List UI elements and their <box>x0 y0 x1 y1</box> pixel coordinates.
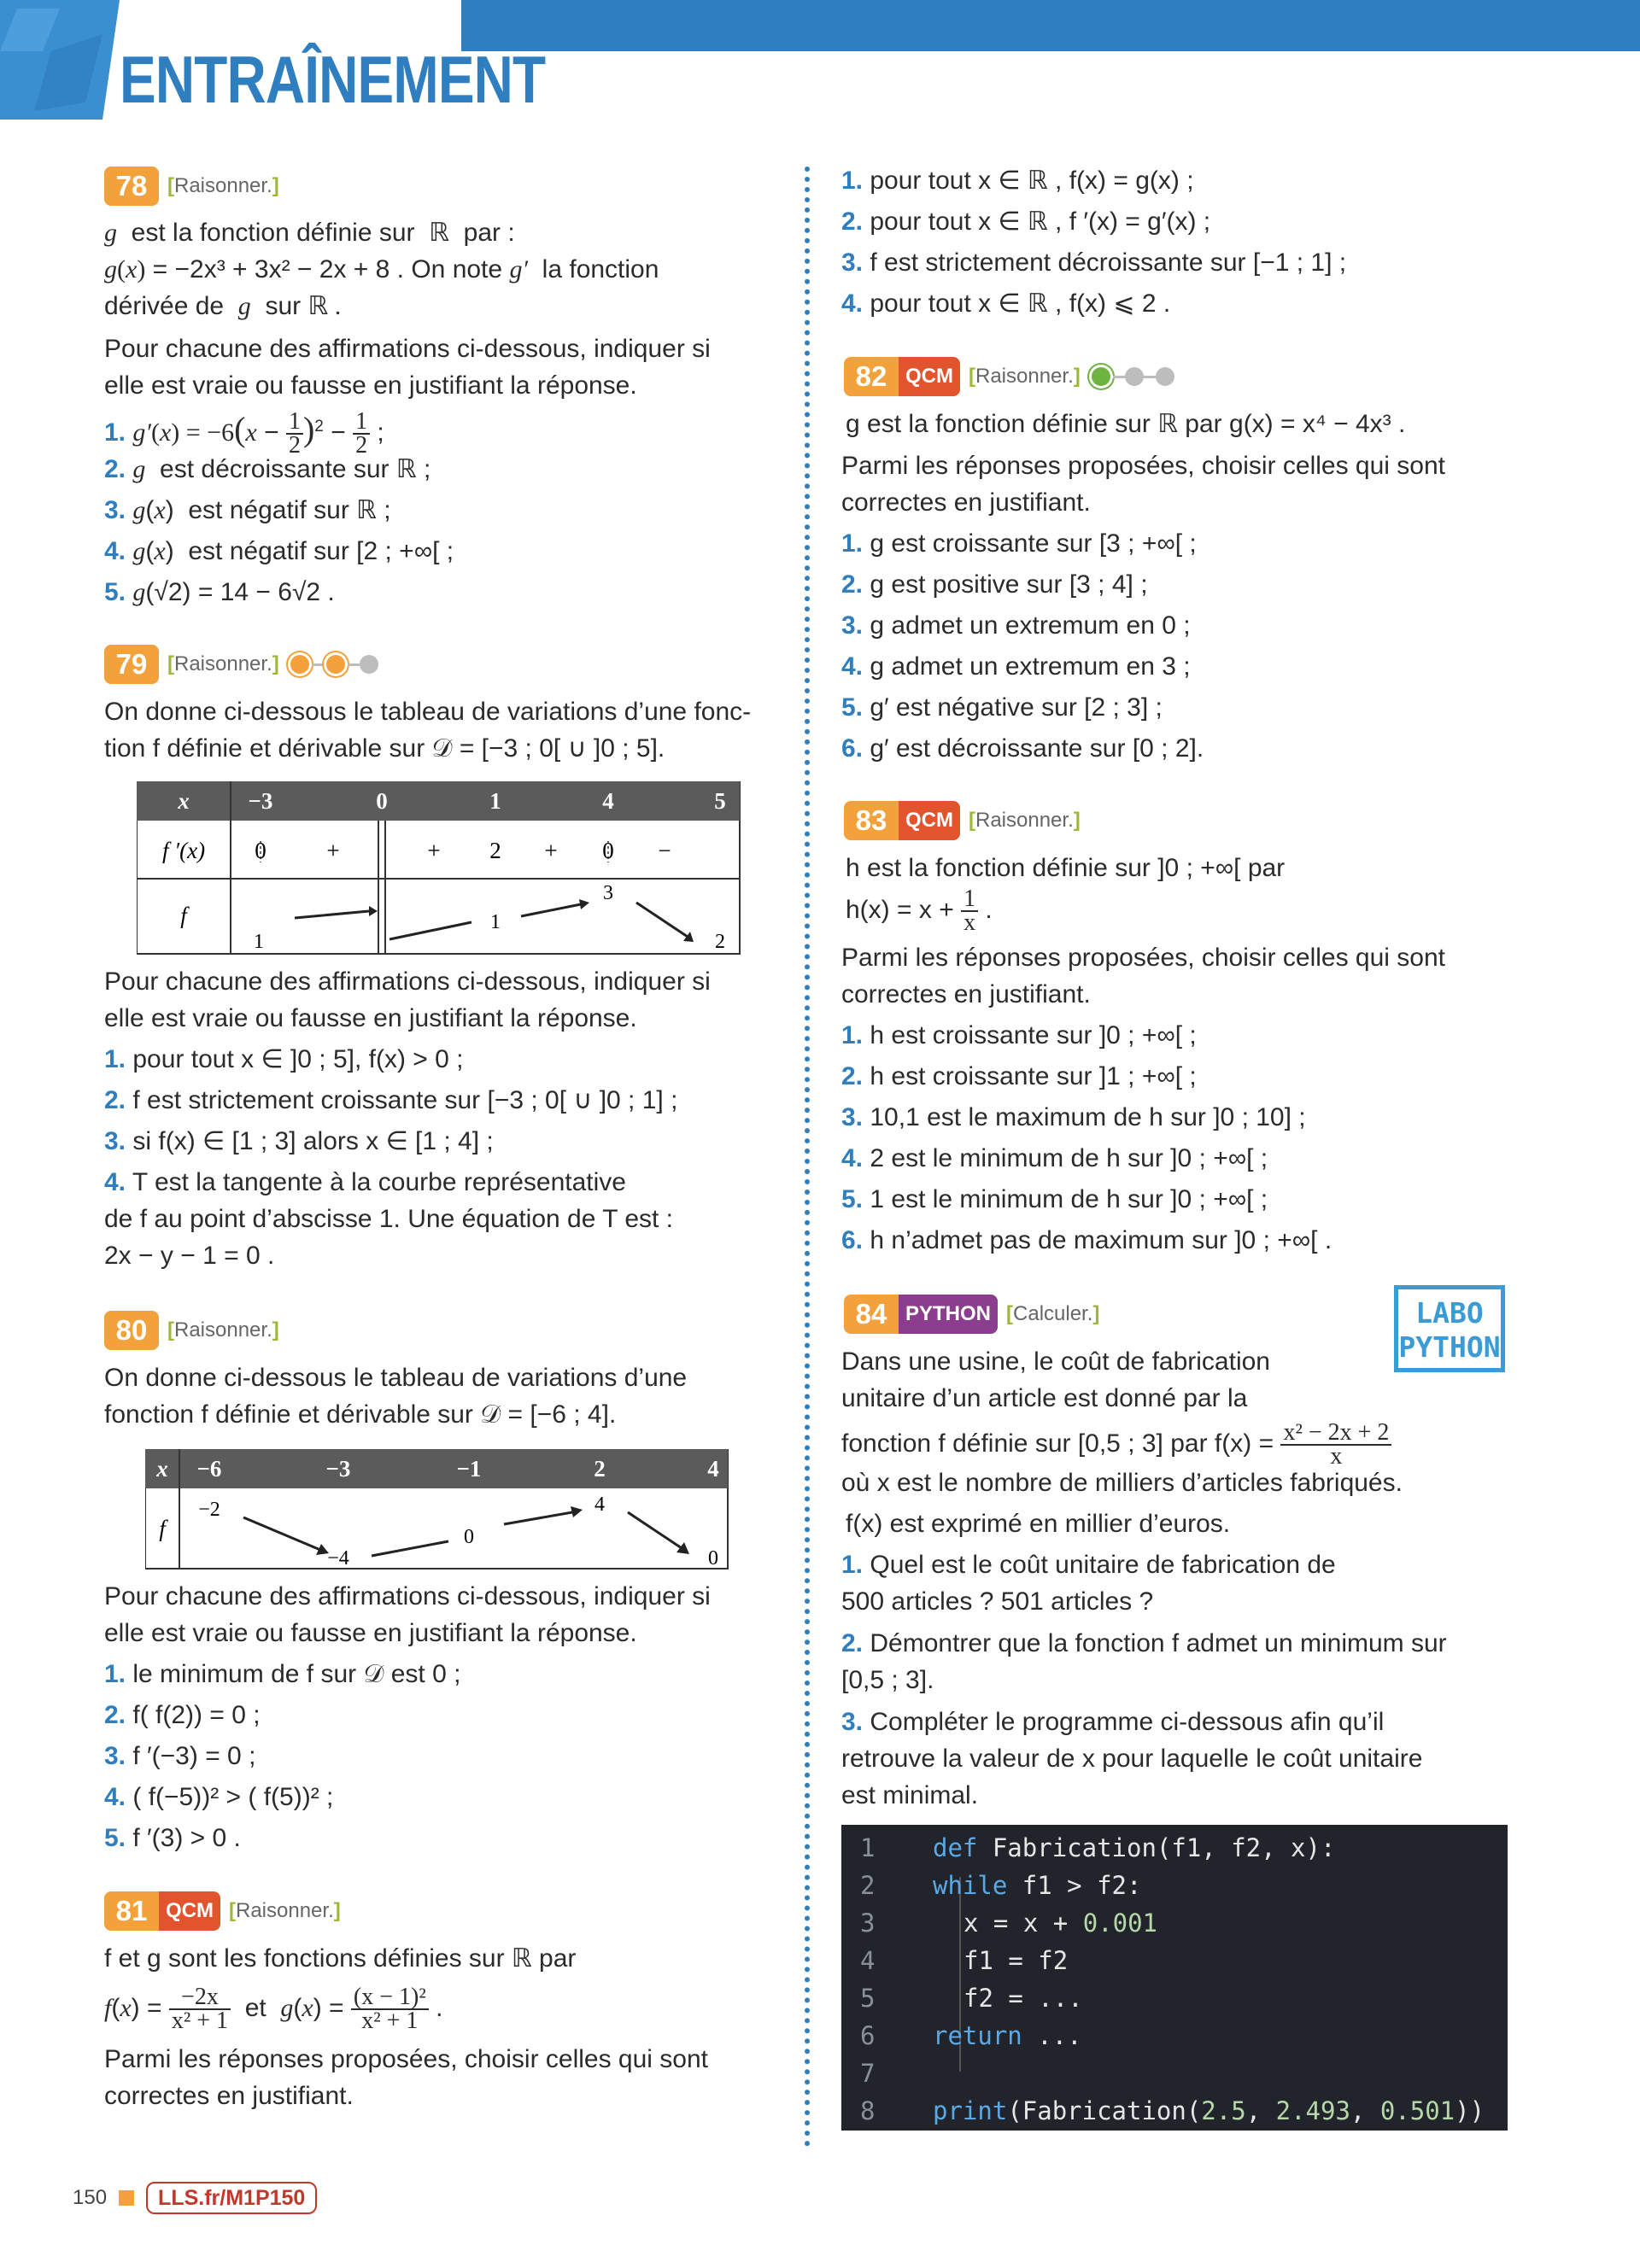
exercise-78-header <box>104 167 279 206</box>
ex78-line: Pour chacune des affirmations ci-dessous, indiquer si <box>104 335 711 363</box>
difficulty-dots <box>288 652 378 676</box>
table-sign: + <box>326 838 340 863</box>
exercise-number: 83 <box>844 801 899 840</box>
table-x-value: −3 <box>325 1456 351 1482</box>
ex83-item-5: 5. 1 est le minimum de h sur ]0 ; +∞[ ; <box>841 1185 1268 1213</box>
ex84-question-1: 1. Quel est le coût unitaire de fabrication de <box>841 1551 1336 1579</box>
ex80-item-1: 1. le minimum de f sur 𝒟 est 0 ; <box>104 1660 461 1688</box>
code-line-number: 4 <box>860 1946 876 1975</box>
variation-table-80 <box>145 1449 731 1572</box>
table-x-value: 4 <box>707 1456 719 1482</box>
exercise-number: 78 <box>104 167 159 206</box>
table-x-value: 4 <box>602 788 614 814</box>
exercise-number: 79 <box>104 645 159 684</box>
ex84-line: fonction f définie sur [0,5 ; 3] par f(x) = $\frac{\text{x² − 2x + 2}}{x}$ <box>841 1422 1391 1468</box>
ex78-item-1: 1. g′(x) = −6(x − $\frac{1}{2}$ )$^2$ − $\frac{1}{2}$ ; <box>104 408 384 459</box>
exercise-79-header <box>104 645 378 684</box>
ex79-line: elle est vraie ou fausse en justifiant la réponse. <box>104 1004 637 1032</box>
ex80-line: Pour chacune des affirmations ci-dessous, indiquer si <box>104 1582 711 1610</box>
ex84-line: où x est le nombre de milliers d’articles fabriqués. <box>841 1469 1403 1497</box>
code-line-number: 6 <box>860 2021 876 2050</box>
table-f-value: 1 <box>254 931 264 953</box>
python-tag: PYTHON <box>899 1295 998 1334</box>
code-line: x = x + 0.001 <box>964 1909 1157 1938</box>
ex82-item-6: 6. g′ est décroissante sur [0 ; 2]. <box>841 734 1204 763</box>
table-sign: + <box>544 838 558 863</box>
header-band <box>461 0 1640 51</box>
code-line: f2 = ... <box>964 1984 1083 2013</box>
code-line-number: 1 <box>860 1833 876 1862</box>
ex83-item-6: 6. h n’admet pas de maximum sur ]0 ; +∞[ . <box>841 1226 1332 1254</box>
table-fprime-label: f ′(x) <box>161 838 206 863</box>
ex81-line: correctes en justifiant. <box>104 2082 354 2110</box>
ex80-line: elle est vraie ou fausse en justifiant la réponse. <box>104 1619 637 1647</box>
table-f-value: 3 <box>603 882 613 904</box>
ex80-item-5: 5. f ′(3) > 0 . <box>104 1824 241 1852</box>
ex82-line: g est la fonction définie sur ℝ par g(x) = x⁴ − 4x³ . <box>846 410 1406 438</box>
ex79-item-4: 4. T est la tangente à la courbe représentative <box>104 1168 626 1196</box>
ex78-line: g est la fonction définie sur ℝ par : <box>104 219 515 247</box>
table-x-label: x <box>178 788 190 814</box>
ex82-item-3: 3. g admet un extremum en 0 ; <box>841 611 1191 640</box>
column-divider <box>805 167 810 2148</box>
ex84-line: f(x) est exprimé en millier d’euros. <box>846 1510 1231 1538</box>
exercise-82-header <box>844 357 1174 396</box>
ex78-item-4: 4. g(x) est négatif sur [2 ; +∞[ ; <box>104 537 454 565</box>
code-line-number: 5 <box>860 1984 876 2013</box>
ex78-line: g(x) = −2x³ + 3x² − 2x + 8 . On note g′ la fonction <box>104 255 659 284</box>
ex81-item-3: 3. f est strictement décroissante sur [−1 ; 1] ; <box>841 248 1347 277</box>
table-x-label: x <box>156 1456 168 1482</box>
table-x-value: 5 <box>714 788 726 814</box>
ex84-line: retrouve la valeur de x pour laquelle le coût unitaire <box>841 1745 1423 1773</box>
table-sign: − <box>658 838 671 863</box>
variation-table-79 <box>137 781 743 957</box>
code-line-number: 8 <box>860 2096 876 2125</box>
page-number: 150 <box>73 2186 108 2209</box>
difficulty-dots <box>1089 365 1174 389</box>
table-f-value: 0 <box>708 1547 718 1569</box>
lls-link[interactable]: LLS.fr/M1P150 <box>146 2182 317 2214</box>
ex83-item-2: 2. h est croissante sur ]1 ; +∞[ ; <box>841 1062 1197 1090</box>
ex79-item-3: 3. si f(x) ∈ [1 ; 3] alors x ∈ [1 ; 4] ; <box>104 1127 494 1155</box>
ex83-line: Parmi les réponses proposées, choisir celles qui sont <box>841 944 1446 972</box>
qcm-tag: QCM <box>899 801 960 840</box>
code-line: print(Fabrication(2.5, 2.493, 0.501)) <box>933 2096 1485 2125</box>
code-line-number: 3 <box>860 1909 876 1938</box>
corner-decoration <box>0 0 120 120</box>
ex83-line: h est la fonction définie sur ]0 ; +∞[ par <box>846 854 1286 882</box>
ex80-item-2: 2. f( f(2)) = 0 ; <box>104 1701 261 1729</box>
table-x-value: −6 <box>196 1456 222 1482</box>
table-f-value: 0 <box>464 1526 474 1548</box>
ex82-item-1: 1. g est croissante sur [3 ; +∞[ ; <box>841 529 1197 558</box>
skill-label: [Raisonner.] <box>229 1899 341 1922</box>
ex84-line: [0,5 ; 3]. <box>841 1666 934 1694</box>
exercise-number: 84 <box>844 1295 899 1334</box>
code-line: return ... <box>933 2021 1082 2050</box>
table-f-label: f <box>159 1516 166 1541</box>
ex78-item-2: 2. g est décroissante sur ℝ ; <box>104 455 431 483</box>
exercise-number: 82 <box>844 357 899 396</box>
ex84-line: 500 articles ? 501 articles ? <box>841 1587 1154 1616</box>
qcm-tag: QCM <box>899 357 960 396</box>
ex84-line: unitaire d’un article est donné par la <box>841 1384 1248 1412</box>
table-sign: 0 <box>255 838 266 863</box>
ex84-question-2: 2. Démontrer que la fonction f admet un minimum sur <box>841 1629 1447 1657</box>
code-line: def Fabrication(f1, f2, x): <box>933 1833 1336 1862</box>
ex81-line: Parmi les réponses proposées, choisir celles qui sont <box>104 2045 709 2073</box>
code-line-number: 7 <box>860 2059 876 2088</box>
ex79-item-2: 2. f est strictement croissante sur [−3 ; 0[ ∪ ]0 ; 1] ; <box>104 1086 678 1114</box>
qcm-tag: QCM <box>159 1891 220 1931</box>
exercise-83-header <box>844 801 1081 840</box>
ex78-line: dérivée de g sur ℝ . <box>104 292 342 320</box>
ex80-line: On donne ci-dessous le tableau de variations d’une <box>104 1364 688 1392</box>
table-f-label: f <box>180 903 187 928</box>
ex81-item-2: 2. pour tout x ∈ ℝ , f ′(x) = g′(x) ; <box>841 208 1211 236</box>
ex83-item-1: 1. h est croissante sur ]0 ; +∞[ ; <box>841 1021 1197 1049</box>
ex82-line: correctes en justifiant. <box>841 488 1091 517</box>
table-sign: 2 <box>489 838 501 863</box>
ex83-item-4: 4. 2 est le minimum de h sur ]0 ; +∞[ ; <box>841 1144 1268 1172</box>
exercise-number: 81 <box>104 1891 159 1931</box>
python-code-block <box>841 1825 1508 2131</box>
table-f-value: 2 <box>715 931 725 953</box>
ex80-item-3: 3. f ′(−3) = 0 ; <box>104 1742 256 1770</box>
exercise-84-header <box>844 1295 1099 1334</box>
exercise-81-header <box>104 1891 341 1931</box>
footer <box>73 2182 317 2214</box>
ex82-item-2: 2. g est positive sur [3 ; 4] ; <box>841 570 1148 599</box>
ex84-line: est minimal. <box>841 1781 979 1809</box>
table-x-value: 1 <box>489 788 501 814</box>
code-line-number: 2 <box>860 1871 876 1900</box>
table-x-value: 0 <box>376 788 388 814</box>
ex79-item-1: 1. pour tout x ∈ ]0 ; 5], f(x) > 0 ; <box>104 1045 464 1073</box>
ex79-line: de f au point d’abscisse 1. Une équation de T est : <box>104 1205 674 1233</box>
ex80-line: fonction f définie et dérivable sur 𝒟 = [−6 ; 4]. <box>104 1400 617 1429</box>
ex84-line: Dans une usine, le coût de fabrication <box>841 1347 1270 1376</box>
ex81-formula: f(x) = $\frac{-2x}{\text{x² + 1}}$ et g(x) = $\frac{\text{(x − 1)²}}{\text{x² + 1}}$ . <box>104 1984 443 2034</box>
table-f-value: 1 <box>490 911 501 933</box>
skill-label: [Raisonner.] <box>167 652 279 675</box>
skill-label: [Raisonner.] <box>167 174 279 197</box>
ex79-line: 2x − y − 1 = 0 . <box>104 1242 275 1270</box>
ex78-item-3: 3. g(x) est négatif sur ℝ ; <box>104 496 391 524</box>
table-f-value: −4 <box>327 1547 349 1569</box>
ex82-item-5: 5. g′ est négative sur [2 ; 3] ; <box>841 693 1163 722</box>
code-line: while f1 > f2: <box>933 1871 1142 1900</box>
skill-label: [Raisonner.] <box>167 1318 279 1342</box>
ex81-item-4: 4. pour tout x ∈ ℝ , f(x) ⩽ 2 . <box>841 289 1171 318</box>
table-x-value: 2 <box>594 1456 606 1482</box>
exercise-80-header <box>104 1311 279 1350</box>
ex83-line: h(x) = x + $\frac{1}{x}$ . <box>846 886 993 936</box>
ex79-line: tion f définie et dérivable sur 𝒟 = [−3 ; 0[ ∪ ]0 ; 5]. <box>104 734 665 763</box>
skill-label: [Raisonner.] <box>969 809 1081 832</box>
ex80-item-4: 4. ( f(−5))² > ( f(5))² ; <box>104 1783 334 1811</box>
ex79-line: On donne ci-dessous le tableau de variations d’une fonc- <box>104 698 752 726</box>
ex84-question-3: 3. Compléter le programme ci-dessous afin qu’il <box>841 1708 1385 1736</box>
ex78-item-5: 5. g(√2) = 14 − 6√2 . <box>104 578 335 606</box>
exercise-number: 80 <box>104 1311 159 1350</box>
ex82-line: Parmi les réponses proposées, choisir celles qui sont <box>841 452 1446 480</box>
ex78-line: elle est vraie ou fausse en justifiant la réponse. <box>104 371 637 400</box>
ex83-line: correctes en justifiant. <box>841 980 1091 1008</box>
ex79-line: Pour chacune des affirmations ci-dessous, indiquer si <box>104 967 711 996</box>
ex81-item-1: 1. pour tout x ∈ ℝ , f(x) = g(x) ; <box>841 167 1194 195</box>
table-x-value: −3 <box>248 788 273 814</box>
skill-label: [Raisonner.] <box>969 365 1081 388</box>
table-x-value: −1 <box>456 1456 482 1482</box>
table-sign: 0 <box>602 838 614 863</box>
square-icon <box>119 2190 134 2206</box>
table-sign: + <box>427 838 441 863</box>
table-f-value: 4 <box>594 1493 605 1516</box>
page-title: ENTRAÎNEMENT <box>120 42 546 117</box>
ex83-item-3: 3. 10,1 est le maximum de h sur ]0 ; 10] ; <box>841 1103 1306 1131</box>
labo-python-badge: LABO PYTHON <box>1394 1285 1505 1372</box>
ex81-line: f et g sont les fonctions définies sur ℝ par <box>104 1944 577 1973</box>
table-f-value: −2 <box>198 1499 220 1521</box>
code-line: f1 = f2 <box>964 1946 1069 1975</box>
skill-label: [Calculer.] <box>1006 1302 1100 1325</box>
ex82-item-4: 4. g admet un extremum en 3 ; <box>841 652 1191 681</box>
